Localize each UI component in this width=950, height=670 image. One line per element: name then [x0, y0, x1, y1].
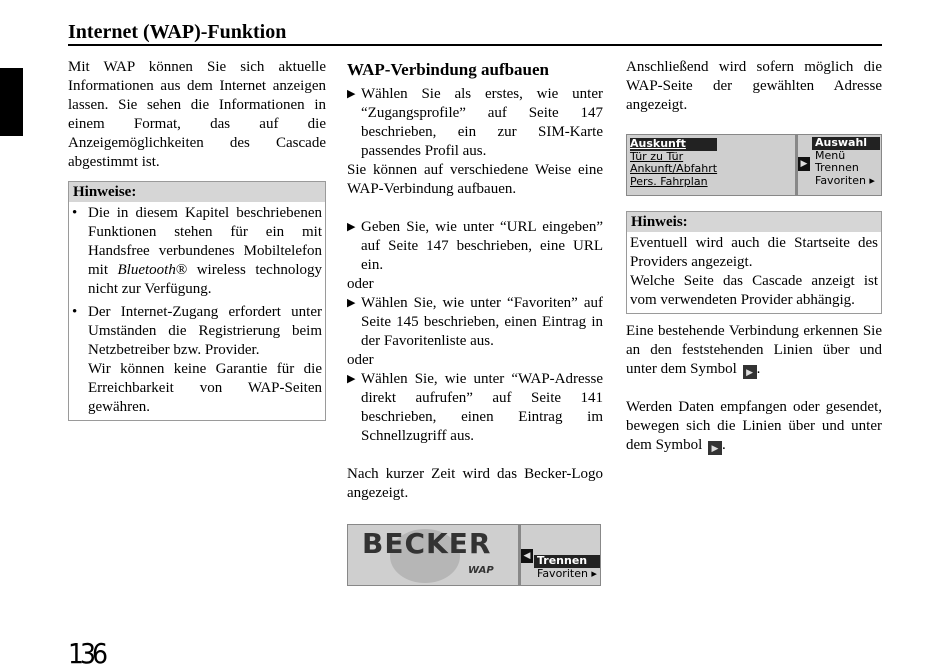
- bullet1-text-end: ® wireless technology nicht zur Verfügung.: [88, 262, 322, 297]
- or-text: oder: [347, 276, 374, 292]
- menu-item-trennen: Trennen: [815, 161, 859, 174]
- column-3: [626, 58, 882, 455]
- hint-title: Hinweis:: [627, 212, 881, 232]
- bullet-icon: •: [72, 304, 78, 320]
- menu-item-favoriten: Favoriten ▸: [815, 173, 875, 187]
- left-arrow-icon: ◀: [521, 549, 533, 563]
- intro-paragraph: Mit WAP können Sie sich aktuelle Informationen aus dem Internet anzeigen lassen. Sie sehen die Informationen in einem Format, das auf die Anzeigemöglichkeiten des Cascade abgestimmt ist.: [68, 59, 326, 170]
- notes-title: Hinweise:: [69, 182, 325, 202]
- step-text: Wählen Sie, wie unter “WAP-Adresse direkt aufrufen” auf Seite 141 beschrieben, einen Eintrag im Schnellzugriff aus.: [361, 371, 603, 444]
- bluetooth-term: Bluetooth: [117, 262, 176, 278]
- bullet1-text: Die in diesem Kapitel beschriebenen Funktionen stehen für ein mit Handsfree verbundenes Mobiltelefon mit: [88, 205, 322, 278]
- page-number: 136: [68, 637, 105, 670]
- paragraph: Nach kurzer Zeit wird das Becker-Logo angezeigt.: [347, 466, 603, 501]
- list-item: [72, 303, 322, 417]
- wap-page-screen: [626, 134, 882, 196]
- step-text: Wählen Sie als erstes, wie unter “Zugangsprofile” auf Seite 147 beschrieben, ein zur SIM-Karte passendes Profil aus.: [361, 86, 603, 159]
- wap-link-list: [630, 138, 717, 188]
- becker-logo-screen: [347, 524, 601, 586]
- step-arrow-icon: ▶: [347, 373, 356, 385]
- wap-link: Pers. Fahrplan: [630, 174, 708, 188]
- notes-box: [68, 181, 326, 421]
- chapter-tab-marker: [0, 68, 23, 136]
- wap-link: Ankunft/Abfahrt: [630, 162, 718, 175]
- step-text: Wählen Sie, wie unter “Favoriten” auf Seite 145 beschrieben, einen Eintrag in der Favoritenliste aus.: [361, 295, 603, 349]
- period: .: [756, 361, 761, 377]
- bullet-icon: •: [72, 205, 78, 221]
- wap-link: Tür zu Tür: [630, 149, 684, 163]
- menu-item-favoriten: Favoriten ▸: [537, 566, 597, 580]
- paragraph: [626, 322, 882, 379]
- column-2: [347, 58, 603, 594]
- step-item: [347, 218, 603, 275]
- step-item: [347, 294, 603, 351]
- step-arrow-icon: ▶: [347, 297, 356, 309]
- or-text: oder: [347, 352, 374, 368]
- hint-text: Welche Seite das Cascade anzeigt ist vom verwendeten Provider abhängig.: [630, 273, 878, 308]
- wap-logo-text: WAP: [468, 565, 494, 576]
- right-arrow-icon: ▶: [798, 157, 810, 171]
- menu-item-trennen: Trennen: [534, 555, 600, 568]
- column-1: [68, 58, 326, 421]
- wap-link: Auskunft: [630, 138, 717, 151]
- step-text: Geben Sie, wie unter “URL eingeben” auf Seite 147 beschrieben, eine URL ein.: [361, 219, 603, 273]
- hint-text: Eventuell wird auch die Startseite des Providers angezeigt.: [630, 235, 878, 270]
- menu-header-auswahl: Auswahl: [812, 137, 880, 150]
- becker-logo: BECKER: [362, 527, 492, 560]
- list-item: [72, 204, 322, 299]
- section-heading: WAP-Verbindung aufbauen: [347, 60, 550, 79]
- connection-text: Eine bestehende Verbindung erkennen Sie an den feststehenden Linien über und unter dem Symbol: [626, 323, 882, 377]
- step-arrow-icon: ▶: [347, 221, 356, 233]
- paragraph: Sie können auf verschiedene Weise eine WAP-Verbindung aufbauen.: [347, 162, 603, 197]
- wap-symbol-icon: ▶: [708, 441, 722, 455]
- bullet2-warranty-text: Wir können keine Garantie für die Erreichbarkeit von WAP-Seiten gewähren.: [88, 361, 322, 415]
- menu-item-menue: Menü: [815, 148, 846, 162]
- bullet2-text: Der Internet-Zugang erfordert unter Umständen die Registrierung beim Netzbetreiber bzw. Provider.: [88, 304, 322, 358]
- period: .: [722, 437, 726, 453]
- step-item: [347, 370, 603, 446]
- wap-symbol-icon: ▶: [743, 365, 757, 379]
- step-item: [347, 85, 603, 161]
- data-transfer-text: Werden Daten empfangen oder gesendet, bewegen sich die Linien über und unter dem Symbol: [626, 399, 882, 453]
- hint-box: [626, 211, 882, 314]
- paragraph: [626, 398, 882, 455]
- step-arrow-icon: ▶: [347, 88, 356, 100]
- page-title: Internet (WAP)-Funktion: [68, 20, 882, 46]
- paragraph: Anschließend wird sofern möglich die WAP-Seite der gewählten Adresse angezeigt.: [626, 59, 882, 113]
